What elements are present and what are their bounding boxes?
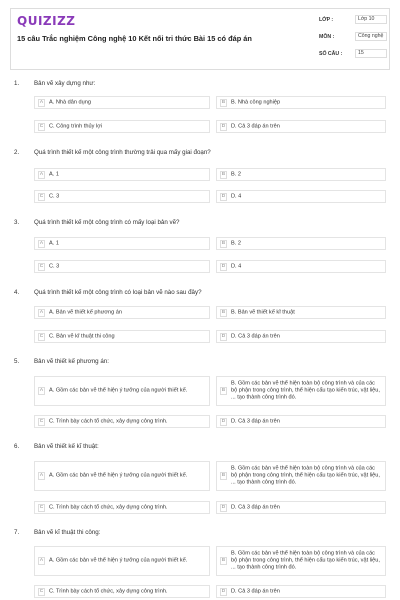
option-text: C. Bản vẽ kĩ thuật thi công	[49, 333, 115, 339]
option-letter: B	[221, 240, 226, 246]
option-c[interactable]	[34, 330, 210, 343]
option-b[interactable]	[216, 461, 386, 491]
option-a[interactable]	[34, 96, 210, 109]
option-text: B. 2	[231, 240, 241, 246]
option-text: B. Gồm các bản vẽ thể hiện toàn bộ công trình và của các bộ phận trong công trình, thể hiện cấu tạo kiến trúc, vật liệu, ... tạo thành công trình đó.	[231, 550, 380, 571]
meta-count-label: SỐ CÂU :	[319, 51, 343, 57]
option-text: C. Trình bày cách tổ chức, xây dựng công trình.	[49, 588, 168, 594]
option-letter: A	[39, 473, 44, 478]
option-letter: A	[39, 558, 44, 563]
option-letter: A	[39, 309, 44, 315]
option-text: A. 1	[49, 240, 59, 246]
option-letter: C	[39, 123, 44, 129]
option-text: A. Nhà dân dụng	[49, 99, 91, 105]
quizizz-logo: QUIZIZZ	[17, 14, 76, 28]
question-text: Quá trình thiết kế một công trình có mấy loại bản vẽ?	[34, 219, 180, 226]
option-text: C. Trình bày cách tổ chức, xây dựng công trình.	[49, 504, 168, 510]
option-text: A. Gồm các bản vẽ thể hiện ý tưởng của người thiết kế.	[49, 387, 188, 394]
option-text: A. 1	[49, 171, 59, 177]
option-letter: D	[221, 504, 226, 510]
option-b[interactable]	[216, 168, 386, 181]
option-text: B. Bản vẽ thiết kế kĩ thuật	[231, 309, 295, 315]
option-letter: A	[39, 388, 44, 393]
option-text: A. Gồm các bản vẽ thể hiện ý tưởng của người thiết kế.	[49, 557, 188, 564]
option-letter: B	[221, 99, 226, 105]
option-d[interactable]	[216, 190, 386, 203]
option-a[interactable]	[34, 546, 210, 576]
question-number: 1.	[14, 80, 20, 87]
question-text: Bản vẽ xây dựng như:	[34, 80, 96, 87]
question-text: Bản vẽ thiết kế kĩ thuật:	[34, 443, 99, 450]
option-text: D. Cả 3 đáp án trên	[231, 333, 280, 339]
question-text: Quá trình thiết kế một công trình có loại bản vẽ nào sau đây?	[34, 289, 202, 296]
option-d[interactable]	[216, 501, 386, 514]
question-text: Bản vẽ thiết kế phương án:	[34, 358, 109, 365]
option-letter: B	[221, 309, 226, 315]
document-header	[10, 8, 390, 70]
option-d[interactable]	[216, 120, 386, 133]
option-letter: D	[221, 193, 226, 199]
option-text: D. Cả 3 đáp án trên	[231, 588, 280, 594]
question-number: 6.	[14, 443, 20, 450]
option-text: D. Cả 3 đáp án trên	[231, 504, 280, 510]
option-c[interactable]	[34, 415, 210, 428]
option-a[interactable]	[34, 306, 210, 319]
option-letter: C	[39, 588, 44, 594]
option-b[interactable]	[216, 306, 386, 319]
question-number: 3.	[14, 219, 20, 226]
option-letter: D	[221, 333, 226, 339]
option-d[interactable]	[216, 415, 386, 428]
question-number: 7.	[14, 529, 20, 536]
option-b[interactable]	[216, 237, 386, 250]
option-text: C. 3	[49, 263, 60, 269]
option-text: A. Gồm các bản vẽ thể hiện ý tưởng của người thiết kế.	[49, 472, 188, 479]
option-letter: A	[39, 171, 44, 177]
question-text: Bản vẽ kĩ thuật thi công:	[34, 529, 101, 536]
option-letter: B	[221, 473, 226, 478]
option-letter: C	[39, 418, 44, 424]
option-text: B. Gồm các bản vẽ thể hiện toàn bộ công trình và của các bộ phận trong công trình, thể hiện cấu tạo kiến trúc, vật liệu, ... tạo thành công trình đó.	[231, 380, 380, 401]
option-d[interactable]	[216, 260, 386, 273]
option-text: A. Bản vẽ thiết kế phương án	[49, 309, 123, 315]
option-b[interactable]	[216, 376, 386, 406]
option-b[interactable]	[216, 546, 386, 576]
option-letter: B	[221, 558, 226, 563]
option-text: B. Gồm các bản vẽ thể hiện toàn bộ công trình và của các bộ phận trong công trình, thể hiện cấu tạo kiến trúc, vật liệu, ... tạo thành công trình đó.	[231, 465, 380, 486]
option-c[interactable]	[34, 190, 210, 203]
option-letter: B	[221, 171, 226, 177]
option-c[interactable]	[34, 260, 210, 273]
option-d[interactable]	[216, 585, 386, 598]
option-text: C. 3	[49, 193, 60, 199]
option-text: B. 2	[231, 171, 241, 177]
option-letter: C	[39, 263, 44, 269]
document-title: 15 câu Trắc nghiệm Công nghệ 10 Kết nối tri thức Bài 15 có đáp án	[17, 34, 252, 43]
option-a[interactable]	[34, 376, 210, 406]
meta-subject-value: Công nghệ	[355, 32, 387, 41]
meta-count-value: 15	[355, 49, 387, 58]
option-letter: A	[39, 240, 44, 246]
option-letter: D	[221, 123, 226, 129]
question-number: 2.	[14, 149, 20, 156]
option-letter: D	[221, 588, 226, 594]
question-number: 4.	[14, 289, 20, 296]
option-text: D. Cả 3 đáp án trên	[231, 123, 280, 129]
option-letter: D	[221, 418, 226, 424]
option-letter: C	[39, 193, 44, 199]
option-letter: C	[39, 504, 44, 510]
option-a[interactable]	[34, 461, 210, 491]
option-c[interactable]	[34, 585, 210, 598]
option-d[interactable]	[216, 330, 386, 343]
question-text: Quá trình thiết kế một công trình thường trải qua mấy giai đoạn?	[34, 149, 211, 156]
option-text: C. Công trình thủy lợi	[49, 123, 103, 129]
option-letter: C	[39, 333, 44, 339]
option-letter: D	[221, 263, 226, 269]
meta-class-label: LỚP :	[319, 17, 334, 23]
question-number: 5.	[14, 358, 20, 365]
option-c[interactable]	[34, 501, 210, 514]
option-a[interactable]	[34, 237, 210, 250]
option-text: D. 4	[231, 193, 242, 199]
option-a[interactable]	[34, 168, 210, 181]
option-text: D. Cả 3 đáp án trên	[231, 418, 280, 424]
option-text: B. Nhà công nghiệp	[231, 99, 281, 105]
meta-subject-label: MÔN :	[319, 34, 335, 40]
option-text: C. Trình bày cách tổ chức, xây dựng công trình.	[49, 418, 168, 424]
option-c[interactable]	[34, 120, 210, 133]
option-text: D. 4	[231, 263, 242, 269]
meta-class-value: Lớp 10	[355, 15, 387, 24]
option-b[interactable]	[216, 96, 386, 109]
option-letter: A	[39, 99, 44, 105]
option-letter: B	[221, 388, 226, 393]
